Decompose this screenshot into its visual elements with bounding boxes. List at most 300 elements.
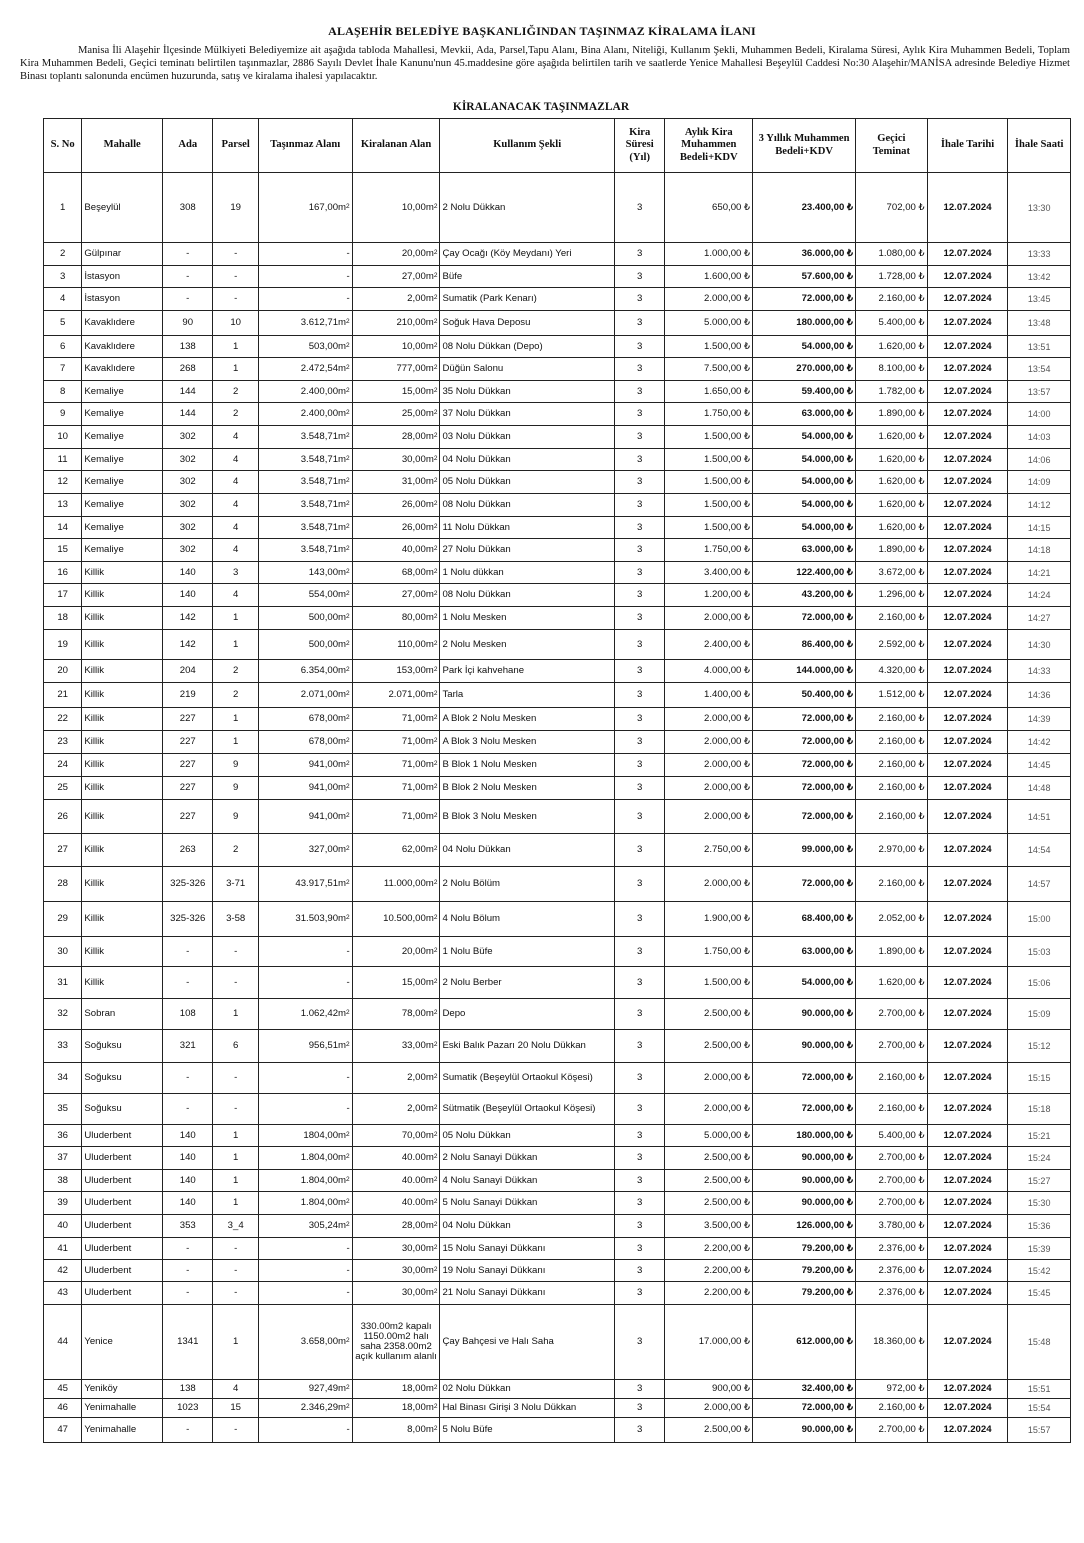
cell-sno (44, 494, 82, 517)
cell-kira-suresi (614, 539, 664, 562)
cell-ihale-saati-text: 14:33 (1027, 666, 1051, 676)
cell-sno (44, 471, 82, 494)
cell-parsel-text: 9 (232, 810, 239, 822)
cell-tasinmaz-alani (258, 449, 352, 471)
cell-yillik-bedel (753, 494, 856, 517)
cell-gecici-teminat-text: 1.890,00 ₺ (878, 408, 925, 419)
cell-mahalle-text: Kemaliye (84, 499, 124, 510)
cell-gecici-teminat-text: 2.052,00 ₺ (878, 913, 925, 924)
cell-kiralanan-alan (352, 1030, 440, 1063)
area-unit-superscript: 2 (433, 364, 438, 371)
cell-tasinmaz-alani (258, 1380, 352, 1399)
cell-mahalle (82, 1238, 163, 1260)
cell-ada (163, 1305, 213, 1380)
intro-paragraph: Manisa İli Alaşehir İlçesinde Mülkiyeti Belediyemize ait aşağıda tabloda Mahallesi, Mevkii, Ada, Parsel,Tapu Alanı, Bina Alanı, Niteliği, Kullanım Şekli, Muhammen Bedeli, Kiralama Süresi, Aylık Kira Muhammen Bedeli, Toplam Kira Muhammen Bedeli, Geçici teminatı belirtilen taşınmazlar, 2886 Sayılı Devlet İhale Kanunu'nun 45.maddesine göre aşağıda belirtilen tarih ve saatlerde Yenice Mahallesi Beşeylül Caddesi No:30 Alaşehir/MANİSA adresinde Belediye Hizmet Binası toplantı salonunda encümen huzurunda, satış ve kiralama ihalesi yapılacaktır. (20, 45, 1070, 83)
cell-sno-text: 1 (59, 201, 66, 213)
cell-aylik-bedel (665, 243, 753, 266)
header-tasinmaz-alani: Taşınmaz Alanı (258, 119, 352, 173)
cell-aylik-bedel (665, 449, 753, 471)
cell-mahalle-text: Killik (84, 810, 105, 822)
cell-ihale-tarihi (927, 173, 1008, 243)
cell-kiralanan-alan-text: 80,00m (401, 612, 434, 623)
cell-sno (44, 1215, 82, 1238)
cell-yillik-bedel-text: 126.000,00 ₺ (796, 1220, 854, 1231)
cell-parsel (213, 1380, 258, 1399)
cell-aylik-bedel (665, 834, 753, 867)
cell-kullanim-sekli (440, 834, 615, 867)
cell-sno (44, 1380, 82, 1399)
cell-ada-text: 268 (179, 363, 196, 374)
cell-kira-suresi-text: 3 (637, 1152, 643, 1163)
cell-gecici-teminat (856, 403, 928, 426)
table-subtitle: KİRALANACAK TAŞINMAZLAR (452, 101, 630, 113)
table-row (44, 584, 1071, 607)
cell-mahalle-text: Beşeylül (84, 201, 121, 213)
cell-mahalle (82, 999, 163, 1030)
cell-parsel (213, 266, 258, 288)
table-body (44, 173, 1071, 1443)
cell-ihale-tarihi (927, 1125, 1008, 1147)
cell-tasinmaz-alani (258, 683, 352, 708)
cell-kira-suresi (614, 902, 664, 937)
cell-kullanim-sekli (440, 683, 615, 708)
cell-parsel (213, 660, 258, 683)
cell-mahalle-text: Yenice (84, 1336, 113, 1347)
area-unit-superscript: 2 (433, 1153, 438, 1160)
cell-yillik-bedel-text: 79.200,00 ₺ (801, 1264, 854, 1276)
cell-tasinmaz-alani (258, 336, 352, 358)
cell-ihale-saati (1008, 288, 1071, 311)
cell-kiralanan-alan-text: 10.500,00m (383, 913, 434, 924)
cell-tasinmaz-alani (258, 243, 352, 266)
cell-yillik-bedel-text: 72.000,00 ₺ (801, 713, 854, 724)
cell-kiralanan-alan-text: 11.000,00m (383, 878, 434, 889)
cell-yillik-bedel (753, 1170, 856, 1192)
cell-parsel-text: 4 (232, 1383, 239, 1394)
cell-sno (44, 1238, 82, 1260)
cell-sno-text: 29 (57, 913, 68, 924)
cell-kira-suresi-text: 3 (637, 521, 643, 533)
cell-mahalle (82, 381, 163, 403)
cell-kullanim-sekli-text: 04 Nolu Dükkan (442, 844, 511, 855)
cell-gecici-teminat-text: 1.620,00 ₺ (878, 340, 925, 352)
cell-ihale-saati (1008, 494, 1071, 517)
cell-tasinmaz-alani-text: 2.400,00m (300, 408, 347, 419)
cell-ihale-saati-text: 15:15 (1027, 1073, 1051, 1083)
cell-kira-suresi (614, 937, 664, 967)
cell-kiralanan-alan (352, 1063, 440, 1094)
cell-sno-text: 37 (57, 1152, 68, 1163)
cell-parsel-text: 4 (232, 453, 239, 465)
cell-yillik-bedel (753, 630, 856, 660)
cell-gecici-teminat (856, 336, 928, 358)
table-row (44, 1380, 1071, 1399)
cell-kiralanan-alan (352, 358, 440, 381)
cell-gecici-teminat (856, 471, 928, 494)
cell-sno-text: 25 (57, 782, 68, 793)
cell-gecici-teminat-text: 972,00 ₺ (886, 1383, 925, 1394)
cell-ada-text: 204 (179, 665, 196, 676)
cell-kira-suresi-text: 3 (637, 499, 643, 510)
cell-yillik-bedel (753, 311, 856, 336)
cell-kullanim-sekli (440, 1380, 615, 1399)
cell-mahalle-text: Gülpınar (84, 248, 122, 259)
cell-kiralanan-alan (352, 562, 440, 584)
cell-kullanim-sekli-text: 08 Nolu Dükkan (442, 589, 511, 600)
cell-tasinmaz-alani (258, 660, 352, 683)
cell-tasinmaz-alani (258, 800, 352, 834)
cell-sno (44, 449, 82, 471)
cell-mahalle-text: Uluderbent (84, 1287, 132, 1298)
cell-sno-text: 41 (57, 1242, 68, 1254)
cell-sno-text: 31 (57, 976, 68, 988)
cell-ada (163, 336, 213, 358)
table-row (44, 403, 1071, 426)
cell-ihale-saati (1008, 584, 1071, 607)
area-unit-superscript: 2 (433, 386, 438, 394)
area-unit-superscript: 2 (433, 977, 438, 985)
cell-kullanim-sekli (440, 1170, 615, 1192)
cell-sno (44, 517, 82, 539)
cell-ihale-saati (1008, 471, 1071, 494)
cell-kiralanan-alan-text: 71,00m (401, 759, 434, 770)
cell-kullanim-sekli-text: 05 Nolu Dükkan (442, 476, 511, 487)
cell-yillik-bedel-text: 72.000,00 ₺ (801, 1072, 854, 1083)
cell-ihale-saati (1008, 1282, 1071, 1305)
cell-ada-text: 325-326 (170, 913, 206, 924)
cell-kullanim-sekli-text: 08 Nolu Dükkan (Depo) (442, 340, 543, 352)
cell-kullanim-sekli-text: 27 Nolu Dükkan (442, 544, 511, 555)
cell-yillik-bedel (753, 288, 856, 311)
cell-kullanim-sekli-text: 04 Nolu Dükkan (442, 1220, 511, 1231)
cell-sno-text: 26 (57, 810, 68, 822)
cell-tasinmaz-alani (258, 1170, 352, 1192)
cell-ada (163, 1170, 213, 1192)
cell-mahalle-text: Soğuksu (84, 1072, 122, 1083)
cell-parsel (213, 336, 258, 358)
cell-sno-text: 11 (57, 453, 68, 465)
cell-aylik-bedel-text: 1.200,00 ₺ (704, 589, 751, 600)
cell-kullanim-sekli-text: Eski Balık Pazarı 20 Nolu Dükkan (442, 1040, 586, 1051)
cell-ada-text: 302 (179, 521, 196, 533)
area-unit-superscript: 2 (346, 1041, 350, 1048)
cell-ada (163, 494, 213, 517)
cell-kira-suresi (614, 834, 664, 867)
table-row (44, 937, 1071, 967)
table-row (44, 1418, 1071, 1443)
cell-mahalle (82, 517, 163, 539)
cell-ihale-tarihi (927, 311, 1008, 336)
cell-mahalle-text: Killik (84, 945, 105, 957)
cell-parsel-text: 1 (232, 1008, 239, 1019)
cell-mahalle (82, 1063, 163, 1094)
cell-aylik-bedel-text: 2.000,00 ₺ (704, 759, 751, 770)
cell-kiralanan-alan (352, 660, 440, 683)
table-row (44, 777, 1071, 800)
cell-aylik-bedel (665, 517, 753, 539)
cell-ihale-tarihi-text: 12.07.2024 (943, 201, 992, 213)
cell-aylik-bedel-text: 1.500,00 ₺ (704, 453, 751, 465)
cell-kullanim-sekli (440, 1063, 615, 1094)
cell-ada (163, 708, 213, 731)
cell-ihale-tarihi-text: 12.07.2024 (943, 612, 992, 623)
cell-aylik-bedel-text: 2.500,00 ₺ (704, 1008, 751, 1019)
area-unit-superscript: 2 (433, 249, 438, 256)
cell-kira-suresi (614, 731, 664, 754)
cell-tasinmaz-alani (258, 834, 352, 867)
cell-tasinmaz-alani-text: 2.472,54m (300, 363, 347, 374)
cell-ihale-tarihi (927, 1063, 1008, 1094)
cell-kira-suresi-text: 3 (637, 945, 643, 957)
cell-kira-suresi (614, 173, 664, 243)
cell-aylik-bedel (665, 494, 753, 517)
cell-ihale-saati (1008, 1147, 1071, 1170)
area-unit-superscript: 2 (433, 1104, 438, 1111)
cell-parsel-text: 2 (232, 665, 239, 676)
cell-aylik-bedel-text: 1.650,00 ₺ (704, 385, 751, 397)
cell-mahalle (82, 867, 163, 902)
cell-yillik-bedel-text: 32.400,00 ₺ (801, 1383, 854, 1394)
cell-kullanim-sekli-text: 11 Nolu Dükkan (442, 521, 510, 533)
area-unit-superscript: 2 (346, 202, 350, 210)
cell-sno (44, 708, 82, 731)
cell-yillik-bedel-text: 86.400,00 ₺ (801, 638, 854, 650)
cell-aylik-bedel (665, 381, 753, 403)
cell-kiralanan-alan (352, 902, 440, 937)
cell-ihale-tarihi-text: 12.07.2024 (943, 453, 992, 465)
cell-yillik-bedel (753, 449, 856, 471)
cell-gecici-teminat (856, 1418, 928, 1443)
cell-gecici-teminat-text: 2.160,00 ₺ (878, 1402, 925, 1413)
cell-ihale-tarihi (927, 1418, 1008, 1443)
cell-ada-text: 108 (179, 1008, 196, 1019)
cell-yillik-bedel (753, 426, 856, 449)
area-unit-superscript: 2 (346, 1221, 350, 1228)
cell-tasinmaz-alani-text: 503,00m (308, 340, 347, 352)
cell-parsel (213, 1094, 258, 1125)
cell-gecici-teminat (856, 683, 928, 708)
cell-mahalle-text: Kemaliye (84, 408, 124, 419)
cell-sno-text: 8 (59, 385, 66, 397)
cell-yillik-bedel (753, 336, 856, 358)
area-unit-superscript: 2 (433, 1403, 438, 1410)
cell-gecici-teminat (856, 708, 928, 731)
cell-mahalle (82, 1418, 163, 1443)
cell-aylik-bedel-text: 1.900,00 ₺ (704, 913, 751, 924)
cell-gecici-teminat (856, 1170, 928, 1192)
cell-ihale-saati (1008, 999, 1071, 1030)
cell-kiralanan-alan-text: 110,00m (397, 638, 434, 650)
cell-kiralanan-alan (352, 381, 440, 403)
cell-parsel-text: - (234, 270, 238, 282)
cell-aylik-bedel (665, 1147, 753, 1170)
cell-aylik-bedel (665, 800, 753, 834)
cell-gecici-teminat-text: 3.780,00 ₺ (878, 1220, 925, 1231)
cell-parsel (213, 381, 258, 403)
cell-sno (44, 630, 82, 660)
cell-ada-text: - (186, 945, 190, 957)
cell-mahalle (82, 754, 163, 777)
area-unit-superscript: 2 (433, 946, 438, 954)
cell-kiralanan-alan (352, 173, 440, 243)
cell-kullanim-sekli (440, 754, 615, 777)
cell-parsel-text: 3-71 (226, 878, 246, 889)
cell-tasinmaz-alani-text: 3.548,71m (300, 453, 347, 465)
cell-sno (44, 1094, 82, 1125)
cell-ihale-tarihi (927, 1282, 1008, 1305)
area-unit-superscript: 2 (433, 1265, 438, 1273)
cell-kullanim-sekli-text: Sumatik (Beşeylül Ortaokul Köşesi) (442, 1072, 593, 1083)
cell-kullanim-sekli-text: Hal Binası Girişi 3 Nolu Dükkan (442, 1402, 577, 1413)
cell-tasinmaz-alani-text: 3.612,71m (300, 317, 347, 328)
area-unit-superscript: 2 (433, 1073, 438, 1080)
cell-gecici-teminat (856, 902, 928, 937)
table-row (44, 266, 1071, 288)
cell-tasinmaz-alani-text: 941,00m (308, 810, 347, 822)
cell-yillik-bedel (753, 660, 856, 683)
cell-kiralanan-alan-text: 15,00m (401, 976, 434, 988)
cell-mahalle (82, 584, 163, 607)
cell-aylik-bedel (665, 867, 753, 902)
cell-tasinmaz-alani-text: 2.071,00m (300, 689, 347, 700)
cell-aylik-bedel-text: 1.500,00 ₺ (704, 521, 751, 533)
cell-kiralanan-alan-text: 210,00m (396, 317, 434, 328)
cell-kira-suresi-text: 3 (637, 1242, 643, 1254)
cell-sno-text: 42 (57, 1264, 68, 1276)
cell-kiralanan-alan (352, 967, 440, 999)
cell-sno (44, 1260, 82, 1282)
cell-sno-text: 14 (57, 521, 68, 533)
cell-ada (163, 243, 213, 266)
cell-mahalle-text: Killik (84, 566, 105, 578)
cell-aylik-bedel (665, 937, 753, 967)
cell-tasinmaz-alani-text: 927,49m (308, 1383, 347, 1394)
cell-mahalle-text: Uluderbent (84, 1152, 132, 1163)
cell-kira-suresi (614, 266, 664, 288)
cell-parsel (213, 539, 258, 562)
cell-kiralanan-alan (352, 1215, 440, 1238)
cell-mahalle (82, 1399, 163, 1418)
cell-mahalle (82, 1030, 163, 1063)
cell-mahalle-text: Uluderbent (84, 1129, 132, 1141)
cell-mahalle (82, 902, 163, 937)
cell-yillik-bedel-text: 54.000,00 ₺ (801, 431, 854, 442)
cell-kira-suresi-text: 3 (637, 1040, 643, 1051)
cell-parsel (213, 1192, 258, 1215)
cell-kiralanan-alan-text: 30,00m (401, 1242, 434, 1254)
cell-parsel (213, 1260, 258, 1282)
cell-kira-suresi-text: 3 (637, 844, 643, 855)
cell-mahalle-text: Kemaliye (84, 385, 124, 397)
cell-aylik-bedel (665, 288, 753, 311)
cell-mahalle (82, 1147, 163, 1170)
area-unit-superscript: 2 (346, 1153, 350, 1160)
cell-ihale-tarihi-text: 12.07.2024 (943, 810, 992, 822)
cell-sno-text: 28 (57, 878, 68, 889)
cell-sno (44, 731, 82, 754)
cell-kira-suresi (614, 630, 664, 660)
cell-ihale-tarihi (927, 967, 1008, 999)
cell-ihale-tarihi (927, 834, 1008, 867)
cell-ihale-tarihi (927, 562, 1008, 584)
cell-ada-text: 144 (179, 385, 196, 397)
cell-ihale-saati (1008, 834, 1071, 867)
cell-parsel (213, 1125, 258, 1147)
cell-sno-text: 34 (57, 1072, 68, 1083)
cell-aylik-bedel (665, 1063, 753, 1094)
cell-parsel-text: 15 (230, 1402, 241, 1413)
cell-kullanim-sekli (440, 967, 615, 999)
cell-aylik-bedel (665, 1282, 753, 1305)
cell-gecici-teminat (856, 731, 928, 754)
cell-ada (163, 1238, 213, 1260)
cell-kira-suresi-text: 3 (637, 544, 643, 555)
cell-kiralanan-alan-text: 40.00m (401, 1174, 434, 1186)
cell-kira-suresi-text: 3 (637, 612, 643, 623)
cell-ada-text: - (186, 976, 190, 988)
cell-kiralanan-alan (352, 1418, 440, 1443)
table-row (44, 708, 1071, 731)
cell-kira-suresi-text: 3 (637, 1129, 643, 1141)
cell-gecici-teminat-text: 2.160,00 ₺ (878, 1072, 925, 1083)
cell-ada-text: 1023 (177, 1402, 199, 1413)
cell-aylik-bedel-text: 2.400,00 ₺ (704, 638, 751, 650)
cell-parsel (213, 999, 258, 1030)
cell-parsel-text: 4 (232, 476, 239, 487)
cell-ihale-tarihi-text: 12.07.2024 (943, 340, 992, 352)
cell-ihale-saati-text: 14:24 (1027, 590, 1051, 600)
cell-gecici-teminat (856, 1215, 928, 1238)
cell-gecici-teminat (856, 288, 928, 311)
cell-ihale-saati (1008, 1030, 1071, 1063)
cell-sno-text: 2 (59, 248, 66, 259)
cell-sno-text: 47 (57, 1424, 68, 1435)
cell-ihale-tarihi-text: 12.07.2024 (943, 1383, 992, 1394)
cell-tasinmaz-alani-text: - (346, 1264, 350, 1276)
cell-kira-suresi-text: 3 (637, 589, 643, 600)
cell-sno-text: 21 (57, 689, 68, 700)
cell-mahalle (82, 708, 163, 731)
cell-yillik-bedel (753, 403, 856, 426)
cell-ihale-saati (1008, 403, 1071, 426)
cell-kiralanan-alan (352, 1094, 440, 1125)
cell-parsel (213, 1170, 258, 1192)
cell-ada (163, 562, 213, 584)
cell-mahalle (82, 1282, 163, 1305)
cell-kiralanan-alan-text: 20,00m (401, 248, 434, 259)
cell-tasinmaz-alani-text: - (346, 976, 350, 988)
cell-kira-suresi-text: 3 (637, 810, 643, 822)
cell-ada-text: 142 (179, 638, 196, 650)
cell-sno-text: 35 (57, 1103, 68, 1114)
cell-mahalle-text: Killik (84, 736, 105, 747)
cell-kullanim-sekli-text: Depo (442, 1008, 466, 1019)
cell-tasinmaz-alani-text: 143,00m (308, 566, 347, 578)
cell-kiralanan-alan-text: 62,00m (401, 844, 434, 855)
area-unit-superscript: 2 (433, 567, 438, 575)
cell-kullanim-sekli-text: B Blok 3 Nolu Mesken (442, 810, 537, 822)
cell-ihale-tarihi (927, 243, 1008, 266)
cell-kira-suresi-text: 3 (637, 1264, 643, 1276)
cell-sno (44, 539, 82, 562)
cell-mahalle-text: İstasyon (84, 293, 121, 304)
area-unit-superscript: 2 (346, 760, 350, 767)
cell-tasinmaz-alani (258, 1305, 352, 1380)
area-unit-superscript: 2 (346, 1175, 350, 1183)
cell-gecici-teminat (856, 494, 928, 517)
cell-mahalle (82, 660, 163, 683)
table-row (44, 660, 1071, 683)
